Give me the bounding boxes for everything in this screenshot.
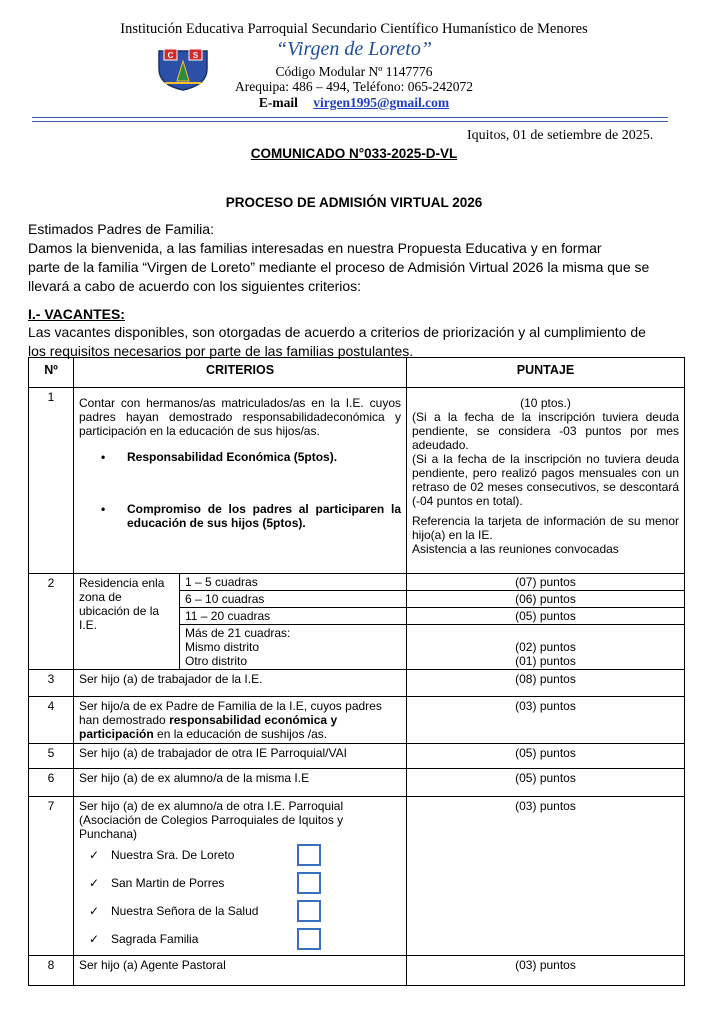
option-checkbox[interactable] bbox=[297, 928, 321, 950]
criteria-text: Ser hijo (a) Agente Pastoral bbox=[74, 956, 407, 986]
score-value: (08) puntos bbox=[407, 670, 685, 697]
school-name: “Virgen de Loreto” bbox=[276, 38, 432, 60]
intro-line: parte de la familia “Virgen de Loreto” mediante el proceso de Admisión Virtual 2026 la misma que se bbox=[28, 259, 650, 275]
bullet-item bbox=[101, 450, 401, 464]
option-checkbox[interactable] bbox=[297, 872, 321, 894]
criteria-text: Ser hijo (a) de ex alumno/a de otra I.E. Parroquial (Asociación de Colegios Parroquiales de Iquitos y Punchana) bbox=[79, 799, 344, 841]
option-item bbox=[89, 841, 401, 869]
residence-scores bbox=[407, 574, 685, 670]
score-cell bbox=[407, 388, 685, 574]
range-score: (06) puntos bbox=[407, 591, 684, 608]
criteria-text: en la educación de sushijos /as. bbox=[153, 727, 328, 741]
header-rule-top bbox=[32, 117, 668, 118]
criteria-cell bbox=[74, 697, 407, 744]
logo-letter-left: C bbox=[167, 51, 174, 60]
option-label: San Martin de Porres bbox=[111, 876, 225, 890]
option-item bbox=[89, 869, 401, 897]
row-number: 8 bbox=[29, 956, 74, 986]
option-item bbox=[89, 897, 401, 925]
far-item: Otro distrito bbox=[185, 654, 248, 668]
row-number: 6 bbox=[29, 769, 74, 797]
table-row bbox=[29, 388, 685, 574]
check-icon: ✓ bbox=[89, 904, 100, 918]
section-description bbox=[28, 323, 678, 361]
option-checkbox[interactable] bbox=[297, 900, 321, 922]
score-note: (Si a la fecha de la inscripción tuviera deuda pendiente, se considera -03 puntos por mes adeudado. bbox=[412, 410, 679, 452]
criteria-table bbox=[28, 357, 685, 986]
table-row bbox=[29, 769, 685, 797]
score-note: (Si a la fecha de la inscripción no tuviera deuda pendiente, pero realizó pagos mensuales con un retraso de 02 meses consecutivos, se descontará (-04 puntos en total). bbox=[412, 452, 679, 508]
process-title: PROCESO DE ADMISIÓN VIRTUAL 2026 bbox=[225, 195, 483, 210]
bullet-item bbox=[101, 502, 401, 530]
section-desc-line: Las vacantes disponibles, son otorgadas de acuerdo a criterios de priorización y al cumplimiento de bbox=[28, 324, 646, 340]
residence-ranges bbox=[180, 574, 407, 670]
intro-paragraph bbox=[28, 220, 678, 296]
far-label: Más de 21 cuadras: bbox=[185, 626, 291, 640]
email-line bbox=[0, 95, 708, 111]
table-row bbox=[29, 697, 685, 744]
row-number: 5 bbox=[29, 744, 74, 769]
criteria-cell bbox=[74, 388, 407, 574]
range-item: 11 – 20 cuadras bbox=[180, 608, 406, 625]
table-row bbox=[29, 574, 685, 670]
table-header-row bbox=[29, 358, 685, 388]
option-label: Nuestra Señora de la Salud bbox=[111, 904, 259, 918]
section-desc-line: los requisitos necesarios por parte de las familias postulantes. bbox=[28, 343, 414, 359]
header-criteria: CRITERIOS bbox=[74, 358, 407, 388]
criteria-bold: responsabilidad económica y participación bbox=[79, 713, 338, 741]
table-row bbox=[29, 797, 685, 956]
intro-line: llevará a cabo de acuerdo con los siguientes criterios: bbox=[28, 278, 362, 294]
criteria-text: Ser hijo (a) de ex alumno/a de la misma I.E bbox=[74, 769, 407, 797]
bullet-dot: • bbox=[101, 450, 106, 464]
criteria-cell bbox=[74, 797, 407, 956]
row-number: 7 bbox=[29, 797, 74, 956]
check-icon: ✓ bbox=[89, 848, 100, 862]
score-value: (05) puntos bbox=[407, 769, 685, 797]
far-score: (02) puntos bbox=[515, 640, 576, 654]
far-scores bbox=[407, 625, 684, 670]
header-score: PUNTAJE bbox=[407, 358, 685, 388]
bullet-text: Responsabilidad Económica (5ptos). bbox=[127, 450, 338, 464]
score-value: (03) puntos bbox=[407, 797, 685, 956]
residence-label: Residencia enla zona de ubicación de la I.E. bbox=[74, 574, 180, 670]
score-value: (03) puntos bbox=[407, 956, 685, 986]
table-row bbox=[29, 956, 685, 986]
range-score: (07) puntos bbox=[407, 574, 684, 591]
row-number: 1 bbox=[29, 388, 74, 574]
range-score: (05) puntos bbox=[407, 608, 684, 625]
email-link[interactable]: virgen1995@gmail.com bbox=[313, 95, 450, 110]
score-value: (10 ptos.) bbox=[520, 396, 571, 410]
table-row bbox=[29, 744, 685, 769]
criteria-text: Ser hijo/a de ex Padre de Familia de la I.E, cuyos padres han demostrado bbox=[79, 699, 382, 727]
bullet-text: Compromiso de los padres al participaren la educación de sus hijos (5ptos). bbox=[127, 502, 401, 530]
range-item-far bbox=[180, 625, 406, 670]
far-score: (01) puntos bbox=[515, 654, 576, 668]
communique-title: COMUNICADO N°033-2025-D-VL bbox=[250, 146, 458, 161]
row-number: 3 bbox=[29, 670, 74, 697]
header-num: Nº bbox=[29, 358, 74, 388]
modular-code: Código Modular Nº 1147776 bbox=[275, 64, 433, 79]
far-item: Mismo distrito bbox=[185, 640, 260, 654]
option-label: Sagrada Familia bbox=[111, 932, 199, 946]
criteria-text: Ser hijo (a) de trabajador de la I.E. bbox=[74, 670, 407, 697]
range-item: 6 – 10 cuadras bbox=[180, 591, 406, 608]
bullet-dot: • bbox=[101, 502, 106, 516]
score-note: Asistencia a las reuniones convocadas bbox=[412, 542, 619, 556]
score-note: Referencia la tarjeta de información de su menor hijo(a) en la IE. bbox=[412, 514, 679, 542]
check-icon: ✓ bbox=[89, 932, 100, 946]
header-rule-bottom bbox=[32, 121, 668, 122]
school-address: Arequipa: 486 – 494, Teléfono: 065-242072 bbox=[234, 79, 474, 94]
email-label: E-mail bbox=[258, 95, 298, 110]
criteria-text: Ser hijo (a) de trabajador de otra IE Parroquial/VAI bbox=[74, 744, 407, 769]
row-number: 4 bbox=[29, 697, 74, 744]
score-value: (05) puntos bbox=[407, 744, 685, 769]
option-checkbox[interactable] bbox=[297, 844, 321, 866]
table-row bbox=[29, 670, 685, 697]
date-line: Iquitos, 01 de setiembre de 2025. bbox=[467, 128, 654, 143]
intro-line: Damos la bienvenida, a las familias interesadas en nuestra Propuesta Educativa y en formar bbox=[28, 240, 602, 256]
option-item bbox=[89, 925, 401, 953]
score-value: (03) puntos bbox=[407, 697, 685, 744]
criteria-text: Contar con hermanos/as matriculados/as en la I.E. cuyos padres hayan demostrado responsabilidadeconómica y participación en la educación de sus hijos/as. bbox=[79, 396, 401, 438]
range-item: 1 – 5 cuadras bbox=[180, 574, 406, 591]
institution-name: Institución Educativa Parroquial Secundario Científico Humanístico de Menores bbox=[120, 21, 588, 37]
option-label: Nuestra Sra. De Loreto bbox=[111, 848, 235, 862]
row-number: 2 bbox=[29, 574, 74, 670]
greeting: Estimados Padres de Familia: bbox=[28, 221, 214, 237]
logo-letter-right: S bbox=[192, 51, 199, 60]
section-title: I.- VACANTES: bbox=[28, 306, 125, 322]
check-icon: ✓ bbox=[89, 876, 100, 890]
